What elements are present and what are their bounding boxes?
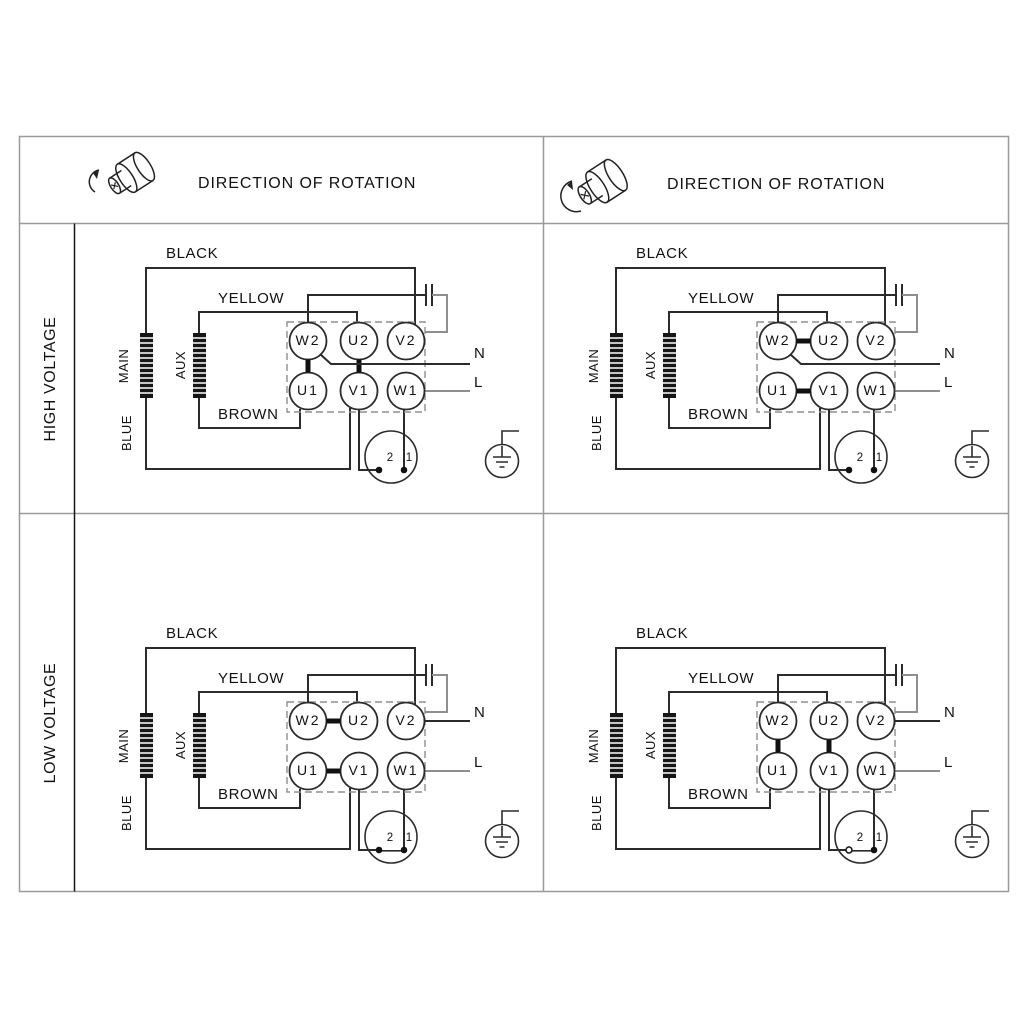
- terminal-w1: W1: [393, 382, 419, 398]
- terminal-v1: V1: [818, 382, 840, 398]
- plug-pin-2-label: 2: [856, 832, 864, 844]
- terminal-w2: W2: [765, 712, 791, 728]
- terminal-w1: W1: [393, 762, 419, 778]
- line-label: L: [944, 374, 953, 391]
- header-right-title: DIRECTION OF ROTATION: [667, 176, 886, 193]
- terminal-v2: V2: [395, 712, 417, 728]
- line-label: L: [474, 754, 483, 771]
- wire-label-blue: BLUE: [119, 795, 134, 831]
- wire-label-blue: BLUE: [119, 415, 134, 451]
- winding-label-aux: AUX: [173, 730, 188, 760]
- circuit-high-voltage-right: [610, 268, 989, 483]
- plug-pin-1-label: 1: [405, 452, 413, 464]
- terminal-w1: W1: [863, 382, 889, 398]
- wire-label-brown: BROWN: [218, 786, 279, 803]
- terminal-w2: W2: [295, 332, 321, 348]
- wire-label-black: BLACK: [166, 625, 219, 642]
- terminal-w1: W1: [863, 762, 889, 778]
- wire-label-brown: BROWN: [218, 406, 279, 423]
- terminal-u1: U1: [767, 382, 789, 398]
- winding-label-aux: AUX: [643, 350, 658, 380]
- terminal-w2: W2: [295, 712, 321, 728]
- winding-label-main: MAIN: [586, 348, 601, 384]
- terminal-u2: U2: [348, 332, 370, 348]
- terminal-u1: U1: [297, 762, 319, 778]
- winding-label-main: MAIN: [116, 728, 131, 764]
- plug-pin-1-label: 1: [875, 452, 883, 464]
- terminal-v2: V2: [395, 332, 417, 348]
- neutral-label: N: [474, 345, 485, 362]
- plug-pin-2-label: 2: [386, 452, 394, 464]
- circuit-low-voltage-left: [140, 648, 519, 863]
- line-label: L: [944, 754, 953, 771]
- neutral-label: N: [944, 345, 955, 362]
- terminal-u2: U2: [818, 712, 840, 728]
- wire-label-yellow: YELLOW: [218, 290, 285, 307]
- terminal-u2: U2: [348, 712, 370, 728]
- neutral-label: N: [944, 704, 955, 721]
- winding-label-aux: AUX: [643, 730, 658, 760]
- plug-pin-2-label: 2: [386, 832, 394, 844]
- motor-rotation-ccw-icon: [89, 149, 158, 201]
- terminal-v1: V1: [818, 762, 840, 778]
- plug-pin-1-label: 1: [405, 832, 413, 844]
- wire-label-yellow: YELLOW: [218, 670, 285, 687]
- wire-label-blue: BLUE: [589, 795, 604, 831]
- circuit-high-voltage-left: [140, 268, 519, 483]
- wire-label-yellow: YELLOW: [688, 290, 755, 307]
- wire-label-blue: BLUE: [589, 415, 604, 451]
- terminal-v2: V2: [865, 332, 887, 348]
- terminal-u1: U1: [767, 762, 789, 778]
- wire-label-brown: BROWN: [688, 406, 749, 423]
- plug-pin-1-label: 1: [875, 832, 883, 844]
- line-label: L: [474, 374, 483, 391]
- terminal-v1: V1: [348, 762, 370, 778]
- wire-label-brown: BROWN: [688, 786, 749, 803]
- terminal-v1: V1: [348, 382, 370, 398]
- winding-label-main: MAIN: [116, 348, 131, 384]
- wire-label-yellow: YELLOW: [688, 670, 755, 687]
- terminal-u2: U2: [818, 332, 840, 348]
- terminal-u1: U1: [297, 382, 319, 398]
- row-label-low-voltage: LOW VOLTAGE: [42, 662, 59, 784]
- wire-label-black: BLACK: [636, 245, 689, 262]
- motor-rotation-cw-icon: [561, 156, 632, 213]
- wire-label-black: BLACK: [636, 625, 689, 642]
- terminal-w2: W2: [765, 332, 791, 348]
- plug-pin-2-label: 2: [856, 452, 864, 464]
- winding-label-aux: AUX: [173, 350, 188, 380]
- header-left-title: DIRECTION OF ROTATION: [198, 175, 417, 192]
- row-label-high-voltage: HIGH VOLTAGE: [42, 316, 59, 442]
- wire-label-black: BLACK: [166, 245, 219, 262]
- circuit-low-voltage-right: [610, 648, 989, 863]
- terminal-v2: V2: [865, 712, 887, 728]
- neutral-label: N: [474, 704, 485, 721]
- winding-label-main: MAIN: [586, 728, 601, 764]
